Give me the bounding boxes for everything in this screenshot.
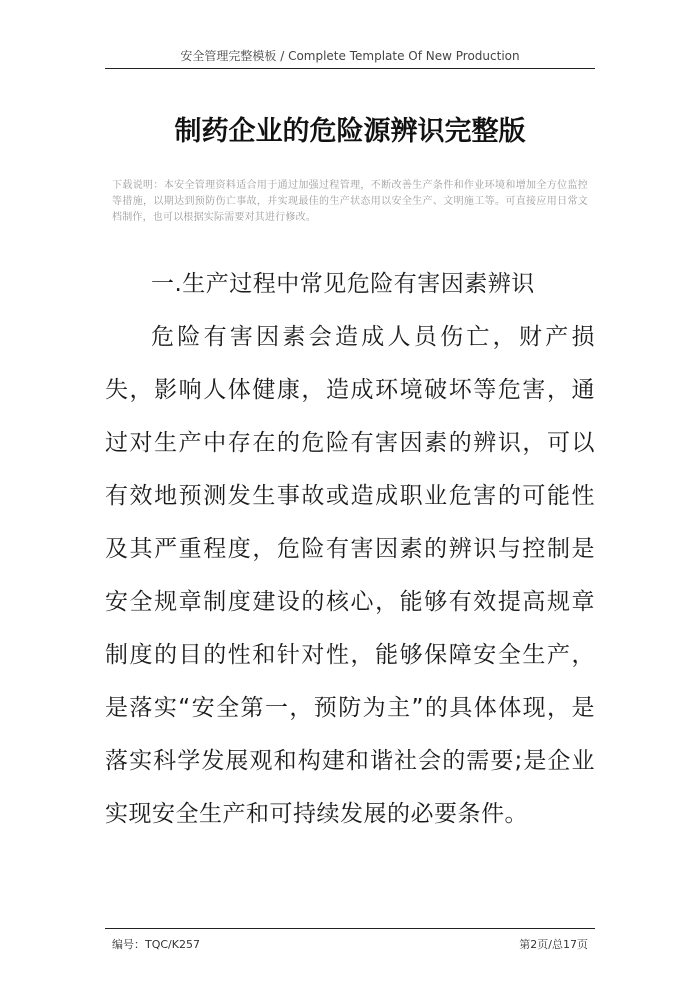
document-title: 制药企业的危险源辨识完整版 xyxy=(174,116,526,147)
section-heading: 一.生产过程中常见危险有害因素辨识 xyxy=(151,271,535,297)
page-header: 安全管理完整模板 / Complete Template Of New Production xyxy=(180,49,520,63)
footer-divider xyxy=(105,928,595,929)
document-code: 编号：TQC/K257 xyxy=(112,938,200,951)
document-body xyxy=(105,258,595,841)
download-notice: 下载说明：本安全管理资料适合用于通过加强过程管理，不断改善生产条件和作业环境和增加全方位监控等措施，以期达到预防伤亡事故，并实现最佳的生产状态用以安全生产、文明施工等。可直接应用日常文档制作，也可以根据实际需要对其进行修改。 xyxy=(112,180,588,223)
body-paragraph: 危险有害因素会造成人员伤亡，财产损失，影响人体健康，造成环境破坏等危害，通过对生产中存在的危险有害因素的辨识，可以有效地预测发生事故或造成职业危害的可能性及其严重程度，危险有害因素的辨识与控制是安全规章制度建设的核心，能够有效提高规章制度的目的性和针对性，能够保障安全生产，是落实“安全第一，预防为主”的具体体现，是落实科学发展观和构建和谐社会的需要;是企业实现安全生产和可持续发展的必要条件。 xyxy=(105,324,595,827)
page-number: 第2页/总17页 xyxy=(519,938,588,951)
header-divider xyxy=(105,68,595,69)
